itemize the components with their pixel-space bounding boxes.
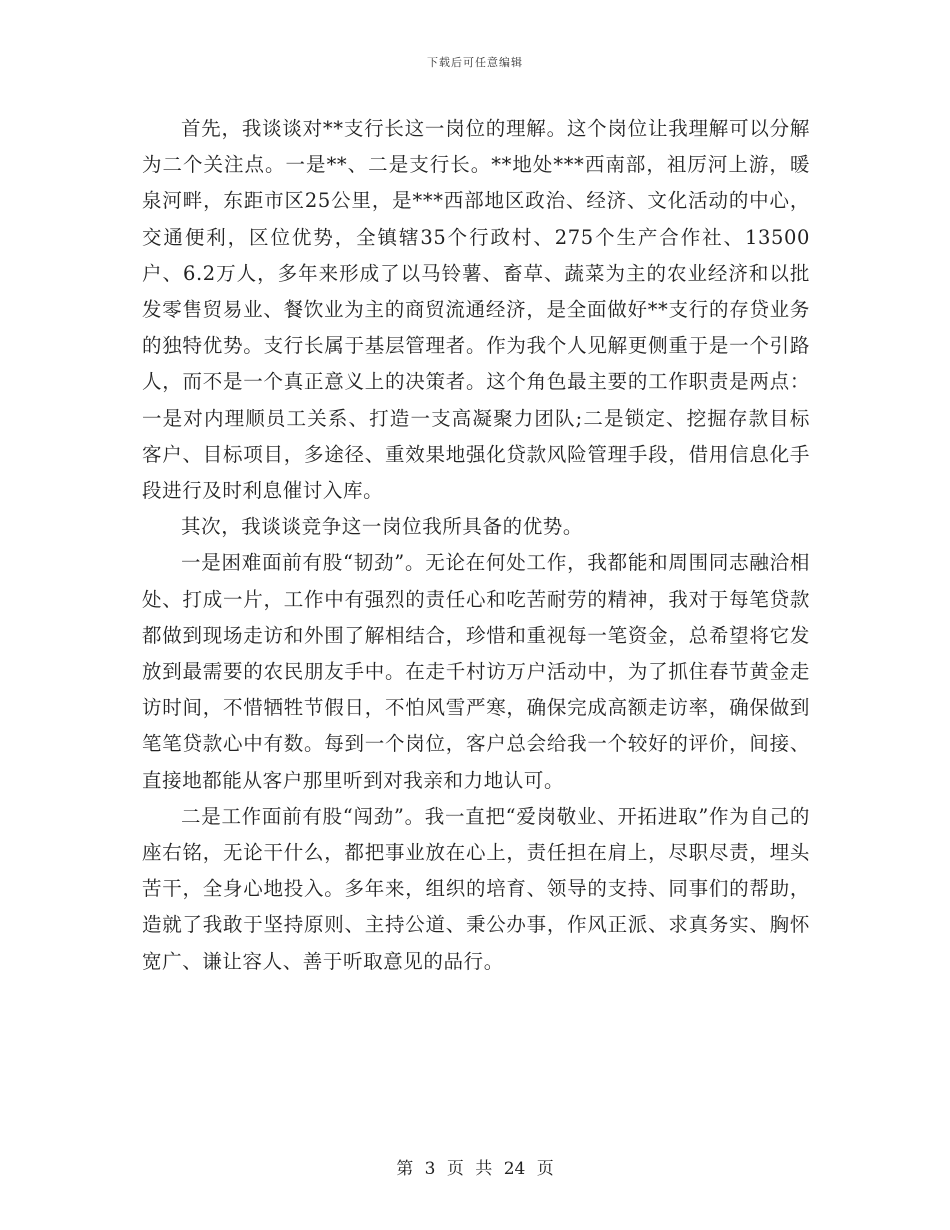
footer-middle: 页 共 bbox=[446, 1159, 493, 1179]
paragraph-1: 首先，我谈谈对**支行长这一岗位的理解。这个岗位让我理解可以分解为二个关注点。一是**、二是支行长。**地处***西南部，祖厉河上游，暖泉河畔，东距市区25公里，是***西部地区政治、经济、文化活动的中心，交通便利，区位优势，全镇辖35个行政村、275个生产合作社、13500户、6.2万人，多年来形成了以马铃薯、畜草、蔬菜为主的农业经济和以批发零售贸易业、餐饮业为主的商贸流通经济，是全面做好**支行的存贷业务的独特优势。支行长属于基层管理者。作为我个人见解更侧重于是一个引路人，而不是一个真正意义上的决策者。这个角色最主要的工作职责是两点：一是对内理顺员工关系、打造一支高凝聚力团队;二是锁定、挖掘存款目标客户、目标项目，多途径、重效果地强化贷款风险管理手段，借用信息化手段进行及时利息催讨入库。 bbox=[142, 117, 810, 503]
paragraph-3: 一是困难面前有股“韧劲”。无论在何处工作，我都能和周围同志融洽相处、打成一片，工作中有强烈的责任心和吃苦耐劳的精神，我对于每笔贷款都做到现场走访和外围了解相结合，珍惜和重视每一笔资金，总希望将它发放到最需要的农民朋友手中。在走千村访万户活动中，为了抓住春节黄金走访时间，不惜牺牲节假日，不怕风雪严寒，确保完成高额走访率，确保做到笔笔贷款心中有数。每到一个岗位，客户总会给我一个较好的评价，间接、直接地都能从客户那里听到对我亲和力地认可。 bbox=[142, 551, 810, 792]
body-text bbox=[142, 111, 810, 980]
page-header: 下载后可任意编辑 bbox=[427, 56, 523, 69]
footer-suffix: 页 bbox=[536, 1159, 554, 1179]
footer-current-page: 3 bbox=[424, 1159, 436, 1179]
footer-prefix: 第 bbox=[396, 1159, 414, 1179]
paragraph-4: 二是工作面前有股“闯劲”。我一直把“爱岗敬业、开拓进取”作为自己的座右铭，无论干什么，都把事业放在心上，责任担在肩上，尽职尽责，埋头苦干，全身心地投入。多年来，组织的培育、领导的支持、同事们的帮助，造就了我敢于坚持原则、主持公道、秉公办事，作风正派、求真务实、胸怀宽广、谦让容人、善于听取意见的品行。 bbox=[142, 804, 810, 973]
page-footer bbox=[0, 1154, 950, 1179]
footer-total-pages: 24 bbox=[503, 1159, 526, 1179]
paragraph-2: 其次，我谈谈竞争这一岗位我所具备的优势。 bbox=[181, 515, 584, 539]
